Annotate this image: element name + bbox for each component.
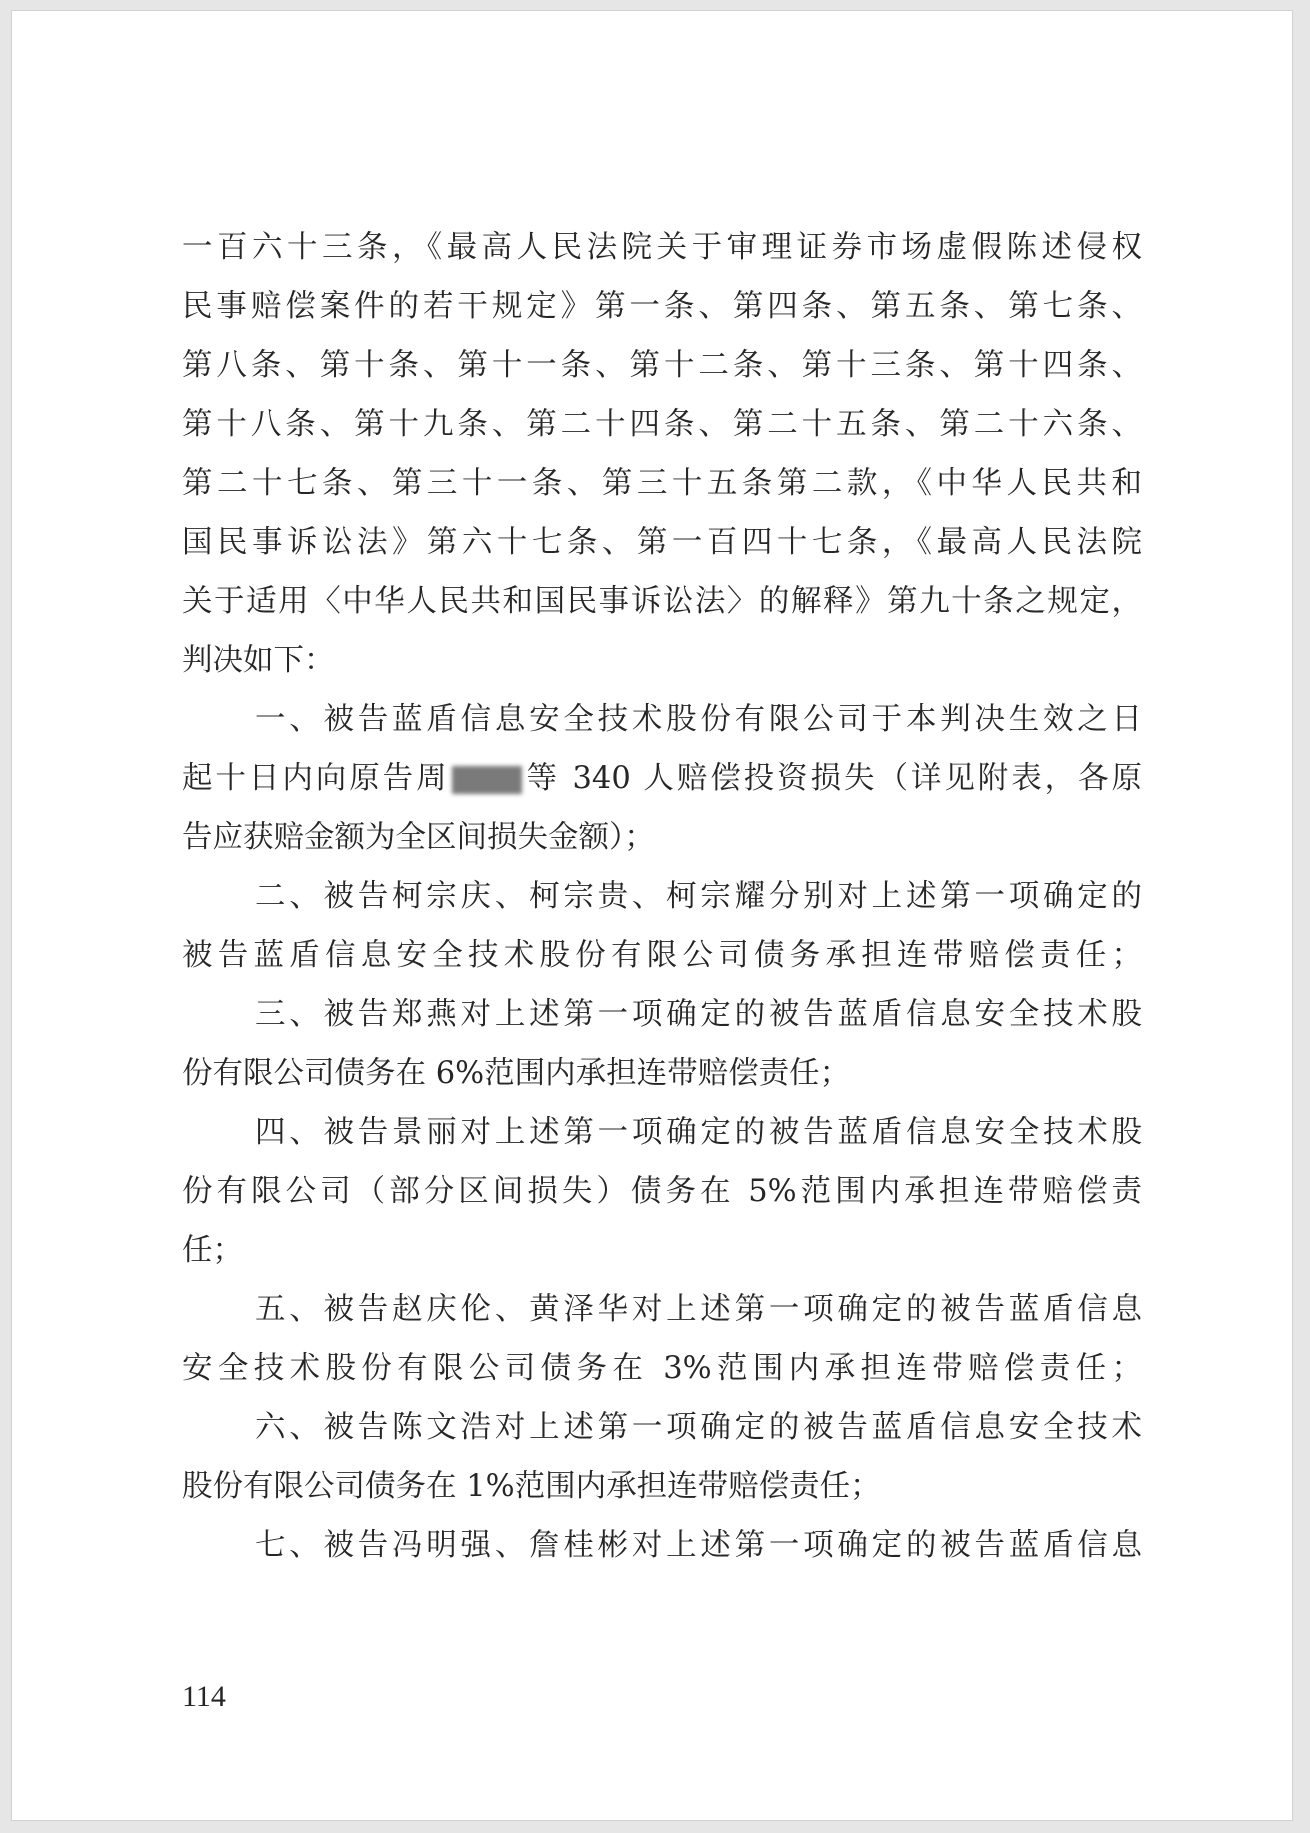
text-line: 国民事诉讼法》第六十七条、第一百四十七条，《最高人民法院 [182, 525, 1142, 560]
text-segment: 起十日内向原告周 [182, 761, 450, 796]
text-line: 份有限公司（部分区间损失）债务在 5%范围内承担连带赔偿责 [182, 1174, 1142, 1209]
text-line: 民事赔偿案件的若干规定》第一条、第四条、第五条、第七条、 [182, 289, 1142, 324]
paragraph-item-1-line: 一、被告蓝盾信息安全技术股份有限公司于本判决生效之日 [255, 702, 1142, 737]
redacted-name [452, 766, 522, 794]
paragraph-item-2-line: 二、被告柯宗庆、柯宗贵、柯宗耀分别对上述第一项确定的 [255, 879, 1142, 914]
text-line: 任； [182, 1233, 243, 1268]
paragraph-item-6-line: 六、被告陈文浩对上述第一项确定的被告蓝盾信息安全技术 [255, 1410, 1142, 1445]
text-line: 股份有限公司债务在 1%范围内承担连带赔偿责任； [182, 1469, 881, 1504]
paragraph-item-4-line: 四、被告景丽对上述第一项确定的被告蓝盾信息安全技术股 [255, 1115, 1142, 1150]
paragraph-item-5-line: 五、被告赵庆伦、黄泽华对上述第一项确定的被告蓝盾信息 [255, 1292, 1142, 1327]
text-line: 安全技术股份有限公司债务在 3%范围内承担连带赔偿责任； [182, 1351, 1142, 1386]
text-segment: 等 340 人赔偿投资损失（详见附表，各原 [523, 761, 1142, 796]
text-line: 判决如下： [182, 643, 335, 678]
paragraph-item-7-line: 七、被告冯明强、詹桂彬对上述第一项确定的被告蓝盾信息 [255, 1528, 1142, 1563]
text-line: 一百六十三条，《最高人民法院关于审理证券市场虚假陈述侵权 [182, 230, 1142, 265]
paragraph-item-3-line: 三、被告郑燕对上述第一项确定的被告蓝盾信息安全技术股 [255, 997, 1142, 1032]
document-page [11, 10, 1293, 1821]
text-line: 告应获赔金额为全区间损失金额）； [182, 820, 655, 855]
text-line: 第八条、第十条、第十一条、第十二条、第十三条、第十四条、 [182, 348, 1142, 383]
text-line: 被告蓝盾信息安全技术股份有限公司债务承担连带赔偿责任； [182, 938, 1142, 973]
text-line: 第二十七条、第三十一条、第三十五条第二款，《中华人民共和 [182, 466, 1142, 501]
text-line: 第十八条、第十九条、第二十四条、第二十五条、第二十六条、 [182, 407, 1142, 442]
page-number: 114 [182, 1680, 226, 1713]
text-line: 份有限公司债务在 6%范围内承担连带赔偿责任； [182, 1056, 851, 1091]
text-line-with-redaction [182, 753, 1142, 805]
text-line: 关于适用〈中华人民共和国民事诉讼法〉的解释》第九十条之规定， [182, 584, 1142, 619]
